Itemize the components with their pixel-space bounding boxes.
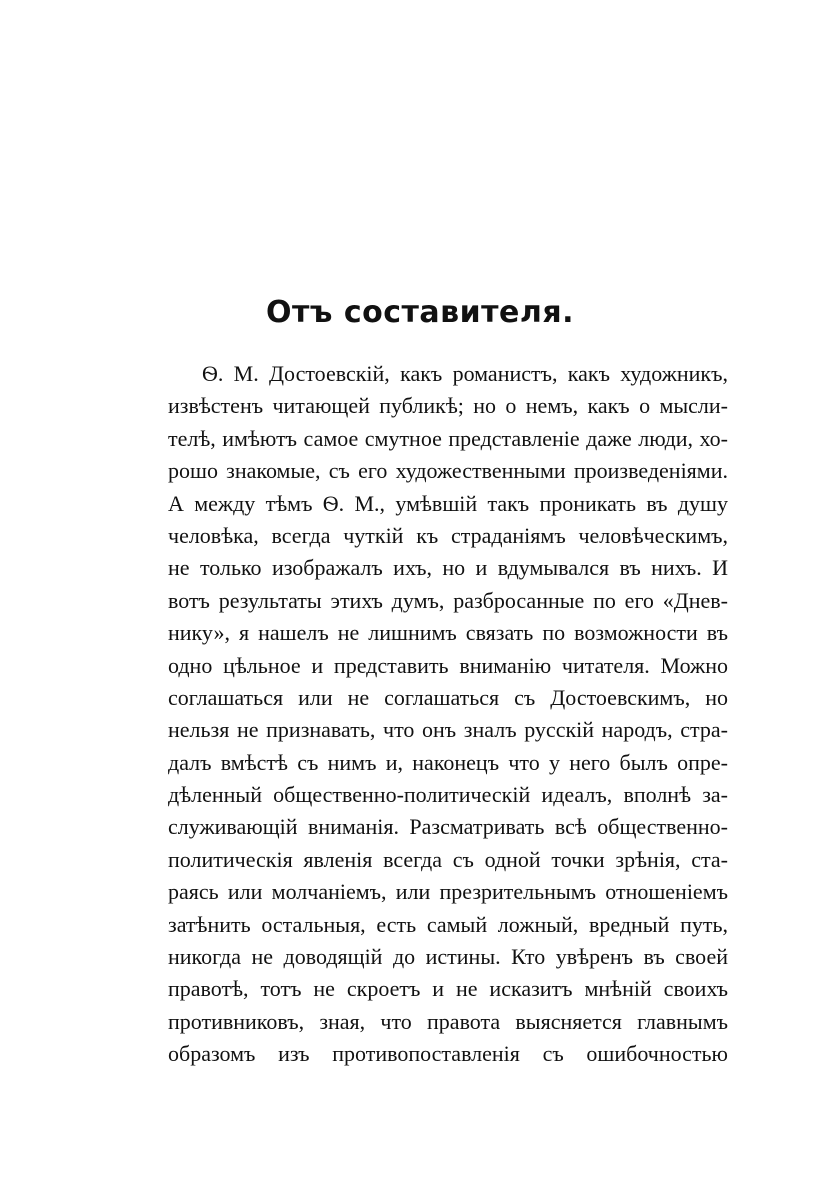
text-line: дѣленный общественно-политическій идеалъ, вполнѣ за- <box>168 782 728 808</box>
text-line: одно цѣльное и представить вниманію читателя. Можно <box>168 652 728 678</box>
text-line: извѣстенъ читающей публикѣ; но о немъ, какъ о мысли- <box>168 393 728 419</box>
text-line: образомъ изъ противопоставленія съ ошибочностью <box>168 1041 728 1067</box>
text-line: политическія явленія всегда съ одной точки зрѣнія, ста- <box>168 846 728 872</box>
text-line: никогда не доводящій до истины. Кто увѣренъ въ своей <box>168 944 728 970</box>
text-line: соглашаться или не соглашаться съ Достоевскимъ, но <box>168 684 728 710</box>
text-line: рошо знакомые, съ его художественными произведеніями. <box>168 458 728 484</box>
text-line: вотъ результаты этихъ думъ, разбросанные по его «Днев- <box>168 587 728 613</box>
text-line: нельзя не признавать, что онъ зналъ русскій народъ, стра- <box>168 717 728 743</box>
text-line: нику», я нашелъ не лишнимъ связать по возможности въ <box>168 620 728 646</box>
body-text <box>168 358 728 1071</box>
text-line: правотѣ, тотъ не скроетъ и не исказитъ мнѣній своихъ <box>168 976 728 1002</box>
page-title: Отъ составителя. <box>265 295 575 330</box>
text-line: А между тѣмъ Ѳ. М., умѣвшій такъ проникать въ душу <box>168 490 728 516</box>
text-line: далъ вмѣстѣ съ нимъ и, наконецъ что у него былъ опре- <box>168 749 728 775</box>
text-line: не только изображалъ ихъ, но и вдумывался въ нихъ. И <box>168 555 728 581</box>
text-line: Ѳ. М. Достоевскій, какъ романистъ, какъ художникъ, <box>202 361 728 386</box>
text-line: служивающій вниманія. Разсматривать всѣ общественно- <box>168 814 728 840</box>
text-line: телѣ, имѣютъ самое смутное представленіе даже люди, хо- <box>168 425 728 451</box>
text-line: раясь или молчаніемъ, или презрительнымъ отношеніемъ <box>168 879 728 905</box>
text-line: затѣнить остальныя, есть самый ложный, вредный путь, <box>168 911 728 937</box>
text-line: противниковъ, зная, что правота выясняется главнымъ <box>168 1008 728 1034</box>
text-line: человѣка, всегда чуткій къ страданіямъ человѣческимъ, <box>168 522 728 548</box>
